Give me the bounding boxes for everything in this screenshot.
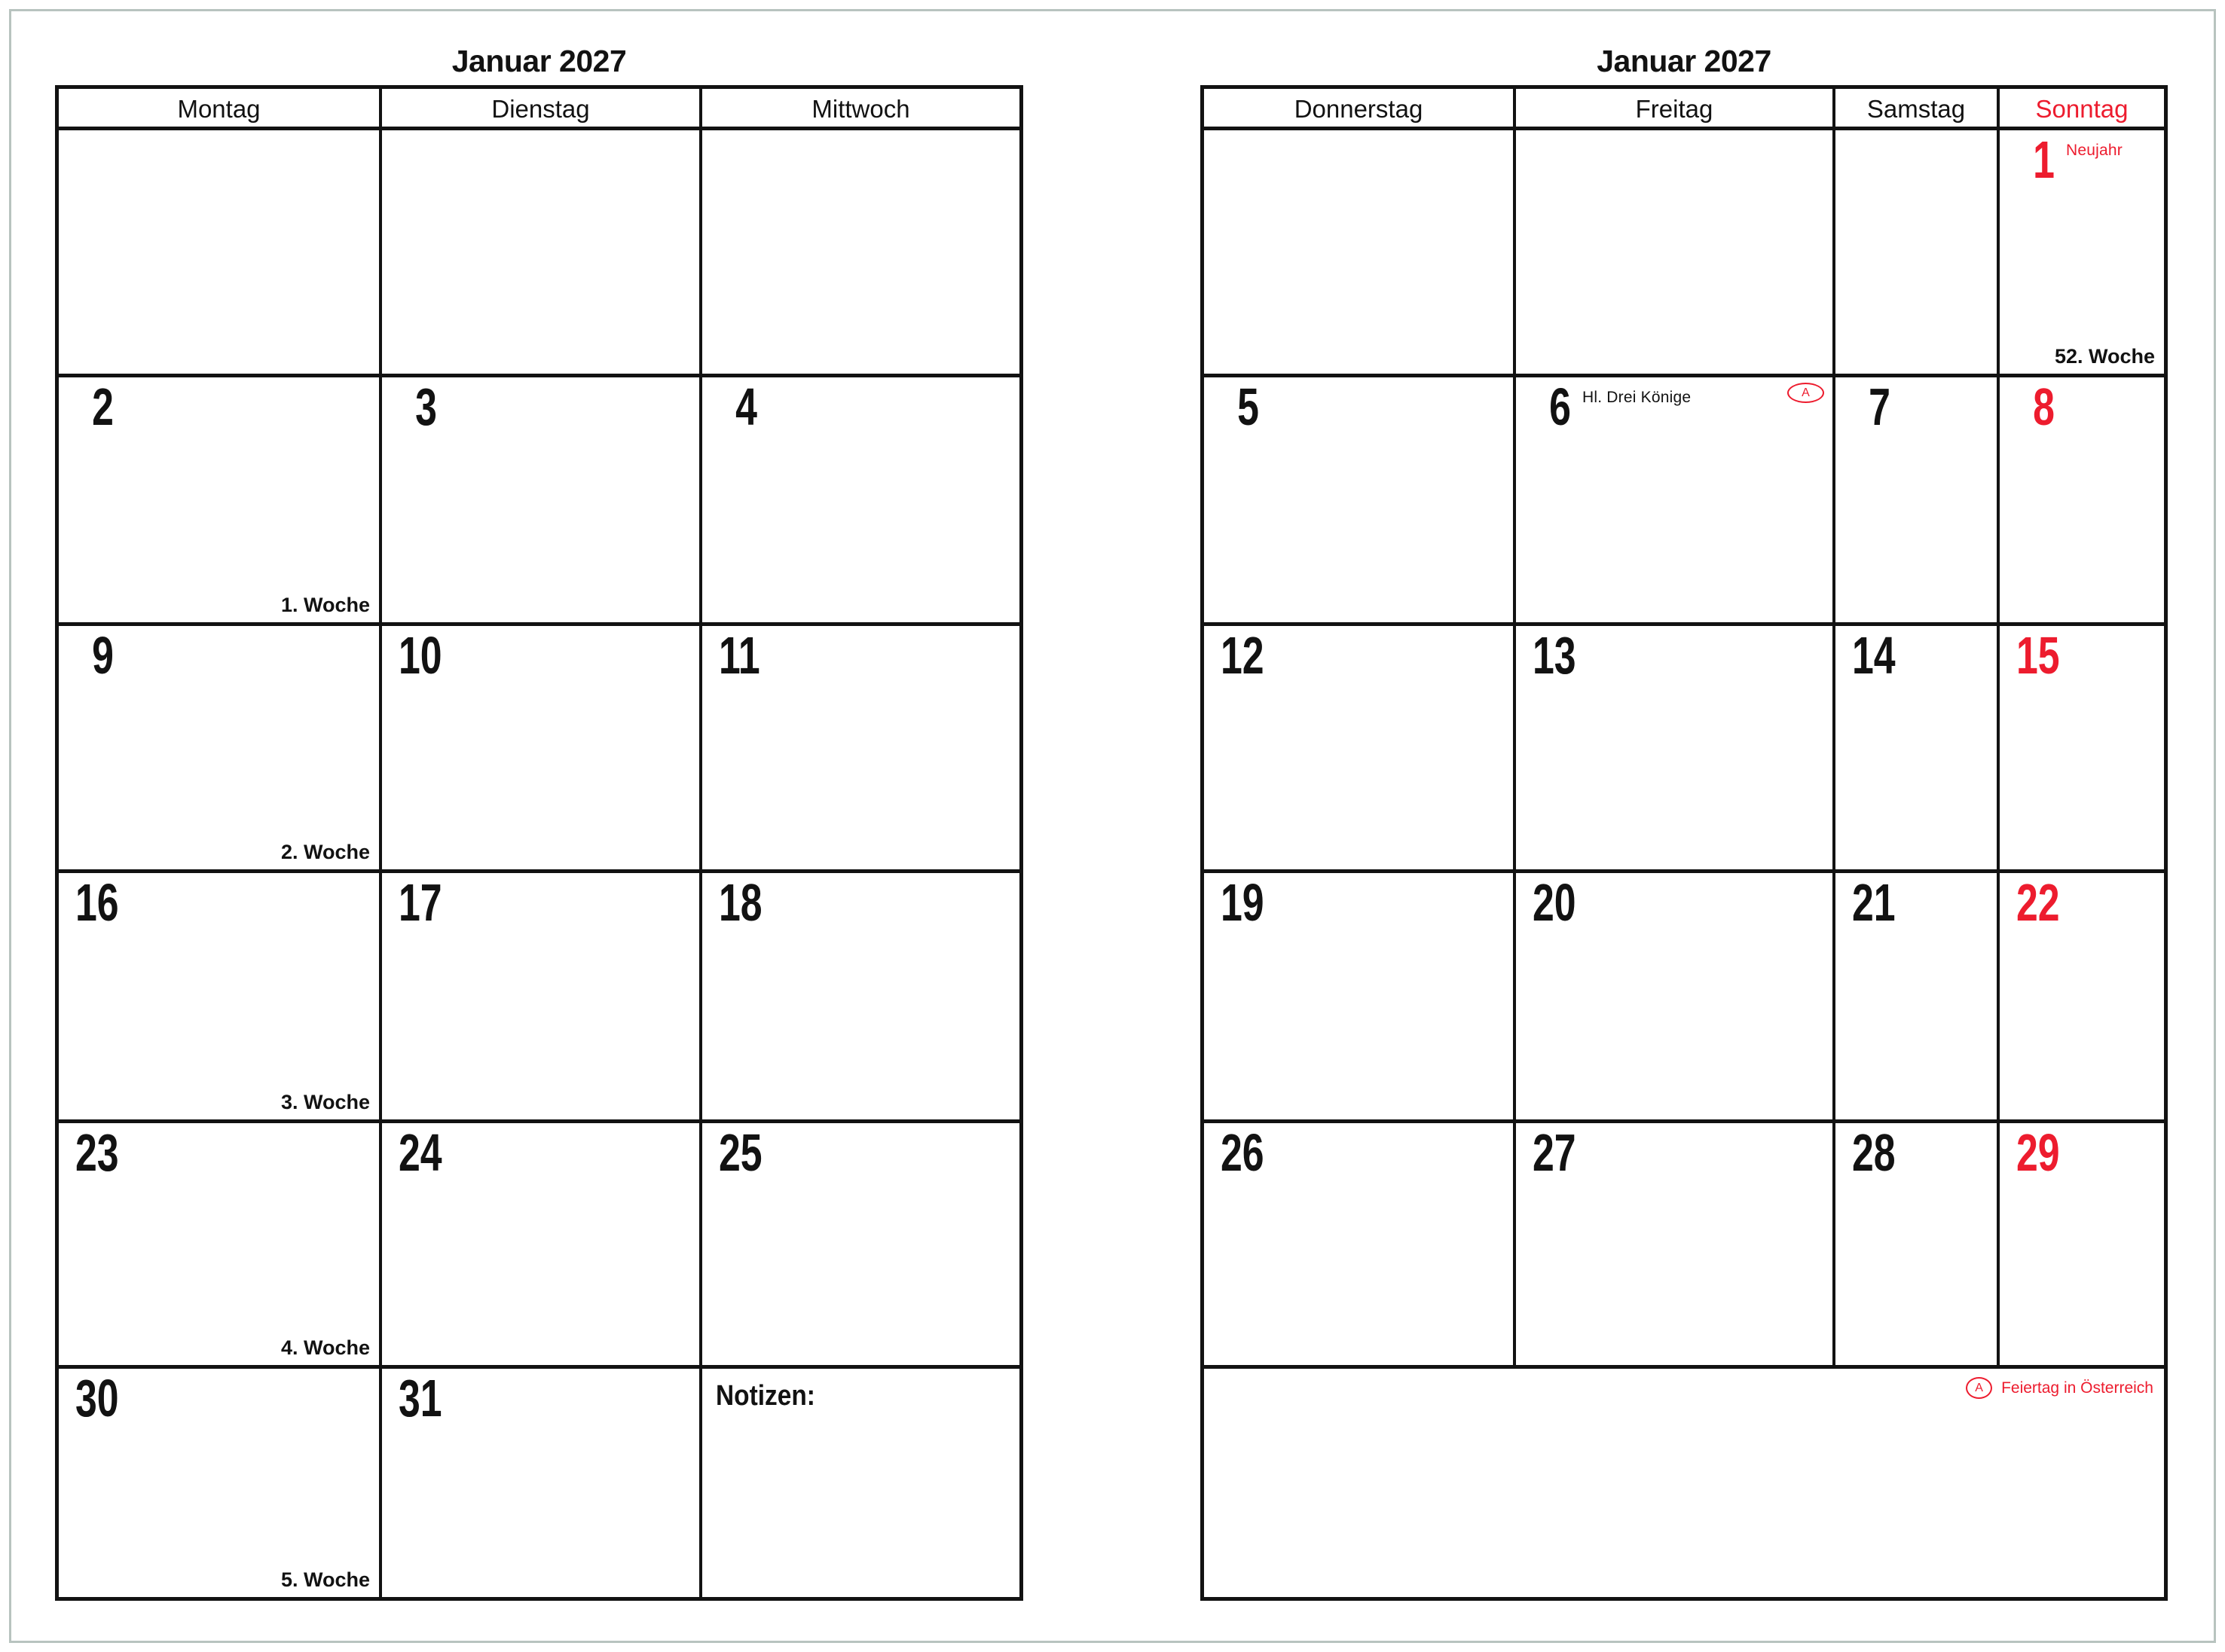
notes-label: Notizen: xyxy=(716,1380,815,1412)
day-number: 25 xyxy=(718,1123,763,1182)
header-dienstag: Dienstag xyxy=(379,89,699,127)
empty-day-cell xyxy=(59,127,379,374)
day-cell-19 xyxy=(1204,869,1513,1119)
day-cell-30 xyxy=(59,1365,379,1597)
day-number: 14 xyxy=(1851,626,1896,685)
empty-day-cell xyxy=(1204,127,1513,374)
header-mittwoch: Mittwoch xyxy=(699,89,1019,127)
day-number: 24 xyxy=(398,1123,442,1182)
day-cell-27 xyxy=(1513,1119,1832,1365)
day-cell-10 xyxy=(379,622,699,869)
notes-cell xyxy=(699,1365,1019,1597)
day-cell-22 xyxy=(1997,869,2164,1119)
day-cell-16 xyxy=(59,869,379,1119)
day-cell-6 xyxy=(1513,374,1832,622)
holiday-label-neujahr: Neujahr xyxy=(2066,142,2123,159)
marker-letter: A xyxy=(1975,1381,1983,1394)
empty-day-cell xyxy=(379,127,699,374)
day-number: 28 xyxy=(1851,1123,1896,1182)
day-number: 29 xyxy=(2016,1123,2060,1182)
week-label-1: 1. Woche xyxy=(280,594,370,616)
day-number: 7 xyxy=(1869,377,1890,436)
day-cell-25 xyxy=(699,1119,1019,1365)
day-cell-7 xyxy=(1832,374,1997,622)
day-cell-17 xyxy=(379,869,699,1119)
day-number: 12 xyxy=(1220,626,1264,685)
header-donnerstag: Donnerstag xyxy=(1204,89,1513,127)
day-number: 20 xyxy=(1532,873,1576,932)
day-number: 13 xyxy=(1532,626,1576,685)
day-number: 31 xyxy=(398,1369,442,1428)
week-label-52: 52. Woche xyxy=(2054,345,2155,368)
day-cell-12 xyxy=(1204,622,1513,869)
day-number: 16 xyxy=(75,873,119,932)
day-number: 17 xyxy=(398,873,442,932)
day-number: 21 xyxy=(1851,873,1896,932)
holiday-label-drei-koenige: Hl. Drei Könige xyxy=(1582,389,1692,406)
day-number: 26 xyxy=(1220,1123,1264,1182)
week-label-5: 5. Woche xyxy=(280,1568,370,1591)
day-number: 19 xyxy=(1220,873,1264,932)
day-cell-3 xyxy=(379,374,699,622)
day-cell-29 xyxy=(1997,1119,2164,1365)
left-page-title: Januar 2027 xyxy=(451,44,627,78)
day-number: 10 xyxy=(398,626,442,685)
right-page-title: Januar 2027 xyxy=(1597,44,1771,78)
day-number: 27 xyxy=(1532,1123,1576,1182)
day-number: 8 xyxy=(2033,377,2055,436)
day-cell-26 xyxy=(1204,1119,1513,1365)
day-number: 15 xyxy=(2016,626,2060,685)
day-cell-20 xyxy=(1513,869,1832,1119)
header-freitag: Freitag xyxy=(1513,89,1832,127)
day-number: 6 xyxy=(1549,377,1571,436)
week-label-3: 3. Woche xyxy=(280,1091,370,1113)
header-sonntag: Sonntag xyxy=(1997,89,2164,127)
marker-letter: A xyxy=(1802,386,1810,399)
header-samstag: Samstag xyxy=(1832,89,1997,127)
week-label-4: 4. Woche xyxy=(280,1336,370,1359)
day-number: 3 xyxy=(415,377,437,436)
day-number: 5 xyxy=(1237,377,1259,436)
day-cell-2 xyxy=(59,374,379,622)
day-cell-1 xyxy=(1997,127,2164,374)
day-cell-9 xyxy=(59,622,379,869)
calendar-grid-left xyxy=(55,85,1023,1601)
week-label-2: 2. Woche xyxy=(280,841,370,863)
day-cell-24 xyxy=(379,1119,699,1365)
day-cell-8 xyxy=(1997,374,2164,622)
day-cell-21 xyxy=(1832,869,1997,1119)
day-cell-31 xyxy=(379,1365,699,1597)
day-cell-15 xyxy=(1997,622,2164,869)
notes-area xyxy=(1204,1365,2164,1597)
day-number: 9 xyxy=(92,626,114,685)
day-cell-28 xyxy=(1832,1119,1997,1365)
footnote-text: Feiertag in Österreich xyxy=(2001,1379,2153,1397)
day-number: 22 xyxy=(2016,873,2060,932)
day-number: 23 xyxy=(75,1123,119,1182)
calendar-grid-right xyxy=(1200,85,2168,1601)
day-cell-13 xyxy=(1513,622,1832,869)
day-cell-14 xyxy=(1832,622,1997,869)
day-number: 2 xyxy=(92,377,114,436)
empty-day-cell xyxy=(1513,127,1832,374)
day-cell-23 xyxy=(59,1119,379,1365)
day-number: 18 xyxy=(718,873,763,932)
day-number: 4 xyxy=(735,377,757,436)
empty-day-cell xyxy=(699,127,1019,374)
austria-marker-icon xyxy=(1787,383,1824,403)
day-cell-4 xyxy=(699,374,1019,622)
day-cell-11 xyxy=(699,622,1019,869)
footnote xyxy=(1966,1377,2153,1399)
empty-day-cell xyxy=(1832,127,1997,374)
day-number: 11 xyxy=(718,626,760,685)
austria-marker-icon xyxy=(1966,1377,1992,1399)
day-number: 30 xyxy=(75,1369,119,1428)
day-number: 1 xyxy=(2033,130,2055,189)
day-cell-5 xyxy=(1204,374,1513,622)
day-cell-18 xyxy=(699,869,1019,1119)
header-montag: Montag xyxy=(59,89,379,127)
